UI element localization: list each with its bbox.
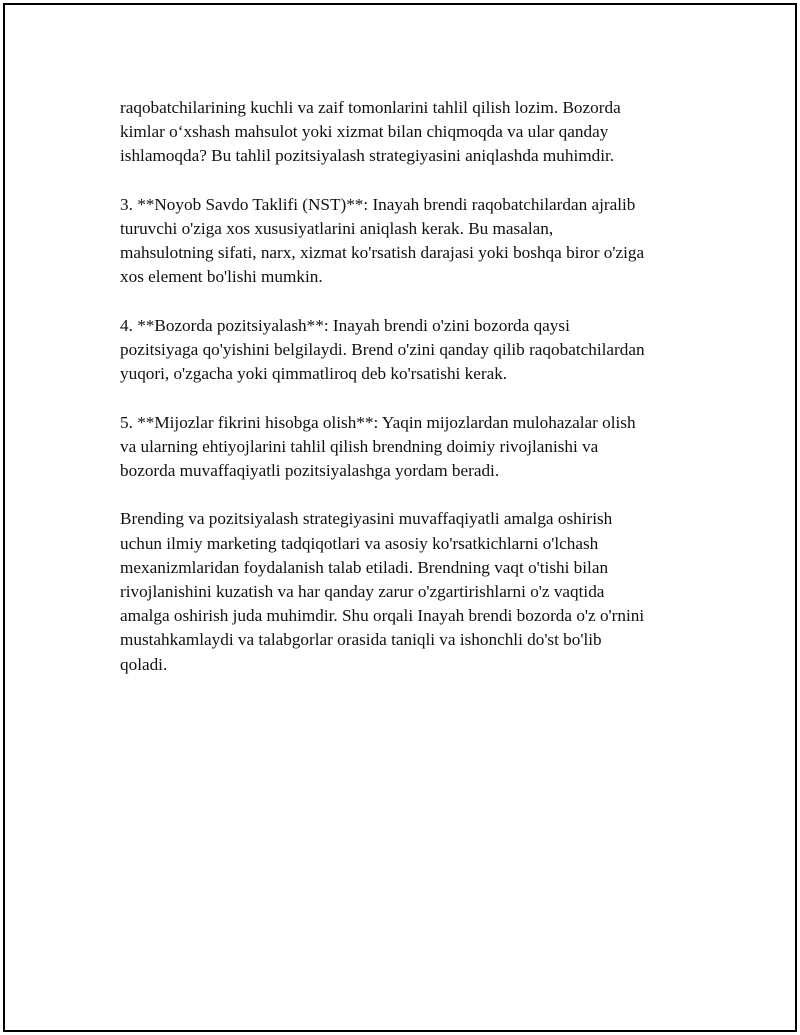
text-line: raqobatchilarining kuchli va zaif tomonlarini tahlil qilish lozim. Bozorda [120,98,621,117]
text-line: rivojlanishini kuzatish va har qanday zarur o'zgartirishlarni o'z vaqtida [120,582,605,601]
text-line: 4. **Bozorda pozitsiyalash**: Inayah brendi o'zini bozorda qaysi [120,315,570,335]
paragraph-customer-feedback [120,411,700,484]
text-line: yuqori, o'zgacha yoki qimmatliroq deb ko'rsatishi kerak. [120,364,508,384]
document-body [120,96,700,701]
paragraph-market-positioning [120,314,700,387]
text-line: qoladi. [120,654,168,674]
text-line: xos element bo'lishi mumkin. [120,267,323,287]
paragraph-conclusion [120,507,700,676]
text-line: amalga oshirish juda muhimdir. Shu orqali Inayah brendi bozorda o'z o'rnini [120,606,645,626]
document-page [3,3,797,1032]
paragraph-unique-selling-proposition [120,193,700,290]
text-line: ishlamoqda? Bu tahlil pozitsiyalash strategiyasini aniqlashda muhimdir. [120,146,615,166]
text-line: kimlar o‘xshash mahsulot yoki xizmat bilan chiqmoqda va ular qanday [120,122,609,142]
text-line: turuvchi o'ziga xos xususiyatlarini aniqlash kerak. Bu masalan, [120,219,554,238]
text-line: 5. **Mijozlar fikrini hisobga olish**: Yaqin mijozlardan mulohazalar olish [120,412,636,432]
text-line: pozitsiyaga qo'yishini belgilaydi. Brend o'zini qanday qilib raqobatchilardan [120,340,645,359]
text-line: va ularning ehtiyojlarini tahlil qilish brendning doimiy rivojlanishi va [120,436,599,456]
text-line: bozorda muvaffaqiyatli pozitsiyalashga yordam beradi. [120,461,500,480]
text-line: uchun ilmiy marketing tadqiqotlari va asosiy ko'rsatkichlarni o'lchash [120,533,599,553]
text-line: mahsulotning sifati, narx, xizmat ko'rsatish darajasi yoki boshqa biror o'ziga [120,243,645,263]
text-line: 3. **Noyob Savdo Taklifi (NST)**: Inayah brendi raqobatchilardan ajralib [120,194,636,214]
text-line: mexanizmlaridan foydalanish talab etiladi. Brendning vaqt o'tishi bilan [120,557,609,577]
text-line: Brending va pozitsiyalash strategiyasini muvaffaqiyatli amalga oshirish [120,509,613,529]
paragraph-competitor-analysis [120,96,700,169]
text-line: mustahkamlaydi va talabgorlar orasida taniqli va ishonchli do'st bo'lib [120,630,602,650]
